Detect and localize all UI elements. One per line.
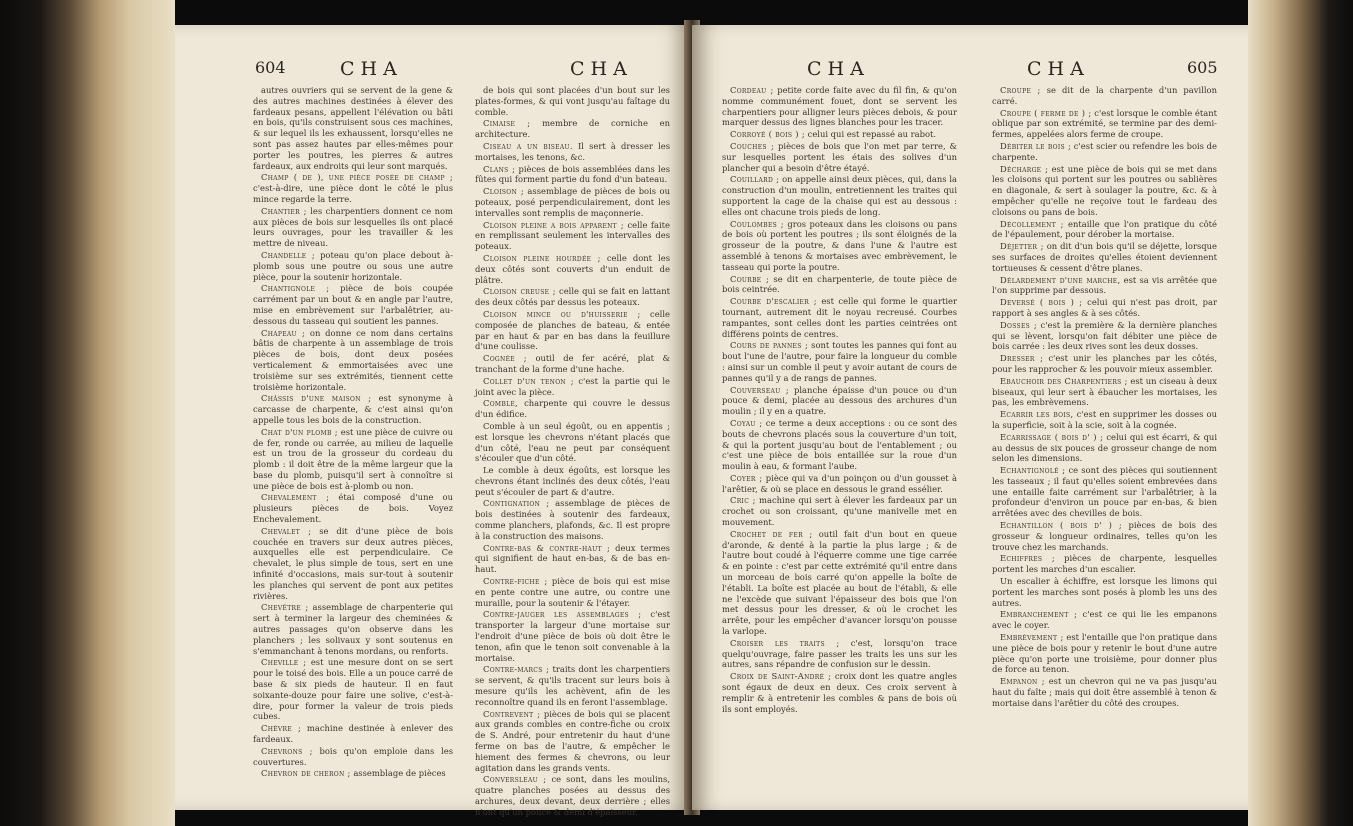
entry-headword: Echantillon ( bois d' ) ; (1000, 520, 1123, 531)
entry-definition: c'est en supprimer les dosses ou la superficie, soit à la scie, soit à la cognée. (992, 409, 1217, 430)
left-page (175, 25, 690, 817)
dictionary-entry (475, 398, 670, 420)
dictionary-entry (992, 297, 1217, 319)
entry-definition: c'est, lorsqu'on trace quelqu'ouvrage, faire passer les traits les uns sur les autres, sans répandre de confusion sur le dessin. (722, 637, 958, 670)
running-header-left: CHA (340, 58, 403, 80)
dictionary-entry (475, 164, 670, 186)
entry-definition: traits dont les charpentiers se servent, & qu'ils tracent sur leurs bois à mesure qu'ils les achèvent, afin de les reconnoître quand ils en feront l'assemblage. (475, 664, 670, 707)
dictionary-entry (992, 108, 1217, 140)
dictionary-entry (475, 118, 670, 140)
entry-definition: c'est ce qui lie les empanons avec le coyer. (992, 609, 1217, 631)
dictionary-entry (992, 376, 1217, 408)
entry-headword: Chantier ; (261, 205, 307, 216)
entry-headword: Cordeau ; (730, 85, 774, 95)
entry-definition: celui qui est écarri, & qui au dessus de six pouces de grosseur change de nom selon les dimensions. (992, 431, 1218, 464)
entry-headword: Couillard ; (730, 174, 780, 185)
entry-definition: celle faite en remplissant seulement les intervalles des poteaux. (475, 219, 670, 252)
dictionary-entry (992, 320, 1217, 352)
entry-definition: on appelle ainsi deux pièces, qui, dans la construction d'un moulin, entretiennent les traites qui supportent la cage de la chaise qui est au dessous : elles ont chacune trois pieds de long. (722, 174, 957, 217)
dictionary-entry (992, 676, 1217, 708)
dictionary-entry (253, 393, 453, 425)
dictionary-entry (722, 85, 957, 128)
book-edge-right (1248, 0, 1353, 826)
entry-headword: Chapeau ; (261, 327, 306, 338)
entry-definition: pièces de bois des grosseur & longueur ordinaires, telles qu'on les trouve chez les marchands. (992, 520, 1218, 552)
entry-definition: se dit d'une pièce de bois couchée en travers sur deux autres pièces, auxquelles elle est perpendiculaire. Ce chevalet, le plus simple de tous, sert en une infinité d'occasions, mais sur-tout à soutenir les planches qui servent de pont aux petites rivières. (253, 525, 453, 601)
entry-definition: on donne ce nom dans certains bâtis de charpente à un assemblage de trois pièces de bois, dont deux posées verticalement & emmortaisées avec une troisième sur ses extrémités, tiennent cette troisième horizontale. (253, 327, 453, 392)
entry-definition: c'est-à-dire, une pièce dont le côté le plus mince regarde la terre. (253, 183, 453, 204)
entry-definition: assemblage de pièces de bois ou poteaux, posé perpendiculairement, dont les intervalles sont remplis de maçonnerie. (475, 186, 670, 218)
entry-headword: Cloison pleine hourdée ; (483, 252, 601, 263)
entry-headword: Couches ; (730, 140, 775, 151)
entry-headword: Couverseau ; (730, 384, 789, 395)
dictionary-entry (992, 609, 1217, 631)
entry-definition: est un chevron qui ne va pas jusqu'au haut du faîte ; mais qui doit être assemblé à tenon & mortaise dans l'arêtier du côté des croupes. (992, 676, 1217, 708)
entry-headword: Clans ; (483, 163, 516, 174)
entry-definition: pièces de bois assemblées dans les fûtes qui forment partie du fond d'un bateau. (475, 163, 670, 185)
entry-headword: Cric ; (730, 495, 756, 506)
page-number: 605 (1187, 58, 1218, 77)
dictionary-entry (992, 241, 1217, 273)
entry-definition: on dit d'un bois qu'il se déjette, lorsque ses surfaces de droites qu'elles étoient deviennent tortueuses & cessent d'être planes. (992, 241, 1217, 273)
entry-headword: Ecarrissage ( bois d' ) ; (1000, 431, 1104, 442)
entry-definition: membre de corniche en architecture. (475, 118, 670, 140)
dictionary-entry (253, 492, 453, 524)
entry-headword: Embranchement ; (1000, 609, 1078, 620)
entry-definition: Comble à un seul égoût, ou en appentis ; est lorsque les chevrons n'étant placés que d'un côté, l'eau ne peut par conséquent s'écouler que d'un côté. (475, 420, 670, 464)
dictionary-entry (992, 409, 1217, 431)
entry-headword: Coyau ; (730, 417, 763, 428)
entry-headword: Débiter le bois ; (1000, 140, 1072, 151)
book-edge-left (0, 0, 175, 826)
entry-headword: Cloison ; (483, 186, 524, 197)
entry-headword: Croupe ( ferme de ) ; (1000, 107, 1092, 118)
text-column-2 (992, 85, 1217, 710)
entry-headword: Contre-marcs ; (483, 664, 550, 675)
dictionary-entry (992, 576, 1217, 608)
dictionary-entry (475, 709, 670, 774)
dictionary-entry (475, 141, 670, 163)
dictionary-entry (253, 602, 453, 656)
entry-definition: outil de fer acéré, plat & tranchant de la forme d'une hache. (475, 353, 670, 374)
entry-headword: Ciseau a un biseau. (483, 140, 573, 151)
entry-headword: Chandelle ; (261, 249, 315, 260)
entry-headword: Chantignole ; (261, 283, 330, 294)
entry-definition: est celle qui forme le quartier tournant, autrement dit le noyau recreusé. Courbes rampantes, sont celles dont les parties ceintrées ont différens points de centres. (722, 296, 957, 339)
entry-definition: est synonyme à carcasse de charpente, & c'est ainsi qu'on appelle tous les bois de la construction. (253, 393, 453, 425)
entry-definition: de bois qui sont placées d'un bout sur les plates-formes, & qui vont jusqu'au faîtage du comble. (475, 85, 670, 117)
dictionary-entry (722, 529, 957, 637)
entry-definition: celui qui n'est pas droit, par rapport à ses angles & à ses côtés. (992, 297, 1218, 318)
entry-definition: celui qui est repassé au rabot. (807, 129, 937, 140)
dictionary-entry (253, 250, 453, 282)
entry-definition: est une mesure dont on se sert pour le toisé des bois. Elle a un pouce carré de base & six pieds de hauteur. Il en faut soixante-douze pour faire une solive, c'est-à-dire, pour former la valeur de trois pieds cubes. (253, 657, 453, 722)
entry-definition: est l'entaille que l'on pratique dans une pièce de bois pour y retenir le bout d'une autre pièce qu'on porte une troisième, pour donner plus de force au tenon. (992, 632, 1217, 675)
dictionary-entry (253, 746, 453, 768)
entry-definition: machine destinée à enlever des fardeaux. (253, 723, 453, 745)
entry-headword: Chevron de cheron ; (261, 768, 351, 779)
entry-definition: charpente qui couvre le dessus d'un édifice. (475, 398, 670, 420)
dictionary-entry (253, 526, 453, 602)
dictionary-entry (475, 664, 670, 707)
dictionary-entry (722, 129, 957, 140)
dictionary-entry (253, 206, 453, 249)
entry-headword: Contrevent ; (483, 708, 541, 719)
entry-definition: assemblage de charpenterie qui sert à terminer la largeur des cheminées & autres passages qu'on observe dans les planchers ; les solivaux y sont soutenus en s'emmanchant à tenons mordans, ou renforts. (253, 602, 453, 656)
dictionary-entry (475, 421, 670, 464)
dictionary-entry (722, 219, 957, 273)
entry-definition: machine qui sert à élever les fardeaux par un crochet ou son croissant, qu'une manivelle met en mouvement. (722, 495, 957, 528)
entry-headword: Croiser les traits ; (730, 637, 840, 648)
entry-definition: se dit en charpenterie, de toute pièce de bois ceintrée. (722, 273, 957, 295)
dictionary-entry (475, 220, 670, 252)
entry-headword: Décollement ; (1000, 218, 1064, 229)
entry-headword: Ecarrir les bois, (1000, 409, 1074, 420)
entry-definition: autres ouvriers qui se servent de la gene & des autres machines destinées à élever des fardeaux pesans, appellent l'élévation ou bâti en bois, qu'ils construisent sous ces machines, & sur lequel ils les exhaussent, lorsqu'elles ne sont pas assez hautes par elles-mêmes pour porter les poutres, les pierres & autres fardeaux, aux endroits qui leur sont marqués. (253, 85, 453, 171)
entry-headword: Contre-fiche ; (483, 576, 548, 587)
entry-headword: Embrèvement ; (1000, 632, 1064, 643)
entry-definition: celle composée de planches de bateau, & entée par en haut & par en bas dans la feuillure d'une coulisse. (475, 308, 670, 352)
entry-headword: Deversé ( bois ) ; (1000, 297, 1083, 308)
dictionary-entry (992, 85, 1217, 107)
dictionary-entry (253, 172, 453, 204)
entry-definition: est sa vis arrêtée que l'on supprime par dessous. (992, 274, 1217, 296)
dictionary-entry (253, 283, 453, 326)
dictionary-entry (475, 85, 670, 117)
entry-definition: sont toutes les pannes qui font au bout l'une de l'autre, pour faire la longueur du comble : ainsi sur un comble il peut y avoir autant de cours de pannes qu'il y a de rangs de pannes. (722, 340, 958, 383)
entry-definition: c'est la partie qui le joint avec la pièce. (475, 375, 670, 397)
dictionary-entry (992, 432, 1217, 464)
dictionary-entry (475, 253, 670, 285)
entry-definition: assemblage de pièces (353, 768, 446, 779)
entry-definition: celle dont les deux côtés sont couverts d'un enduit de plâtre. (475, 252, 670, 285)
entry-headword: Chevalet ; (261, 525, 312, 536)
entry-headword: Décharge ; (1000, 163, 1049, 174)
entry-headword: Cheville ; (261, 657, 307, 668)
entry-headword: Courbe ; (730, 273, 770, 284)
entry-headword: Echiffres ; (1000, 553, 1055, 564)
right-page (692, 25, 1248, 810)
entry-definition: pièces de charpente, lesquelles portent les marches d'un escalier. (992, 553, 1217, 575)
entry-definition: c'est lorsque le comble étant oblique par son extrémité, se termine par des demi-fermes, appelées alors ferme de croupe. (992, 107, 1218, 140)
entry-definition: planche épaisse d'un pouce ou d'un pouce & demi, placée au dessous des archures d'un moulin ; il y en a quatre. (722, 384, 958, 417)
dictionary-entry (475, 498, 670, 541)
entry-headword: Contre-jauger les assemblages ; (483, 609, 642, 620)
entry-headword: Chèvre ; (261, 723, 302, 734)
dictionary-entry (722, 385, 957, 417)
dictionary-entry (992, 553, 1217, 575)
dictionary-entry (475, 353, 670, 375)
dictionary-entry (722, 340, 957, 383)
dictionary-entry (253, 85, 453, 171)
dictionary-entry (475, 465, 670, 497)
entry-definition: ce terme a deux acceptions : ou ce sont des bouts de chevrons placés sous la couverture d'un toit, & qui la portent jusqu'au bout de l'entablement ; ou c'est une pièce de bois entaillée sur la roue d'un moulin à eau, & formant l'aube. (722, 417, 957, 472)
dictionary-entry (992, 141, 1217, 163)
dictionary-entry (992, 465, 1217, 519)
entry-definition: outil fait d'un bout en queue d'aronde, & denté à la partie la plus large ; & de l'autre bout coudé à l'équerre comme une tige carrée & en pointe : c'est par cette extrémité qu'il entre dans un morceau de bois carré qu'on appelle la boîte de l'établi. La boîte est placée au bout de l'établi, & elle ne l'excède que suivant l'épaisseur des bois que l'on met dessus pour les dresser, & où le crochet les arrête, pour les empêcher d'avancer lorsqu'on pousse la varlope. (722, 528, 957, 637)
entry-definition: Il sert à dresser les mortaises, les tenons, &c. (475, 140, 671, 162)
dictionary-entry (722, 638, 957, 670)
entry-definition: petite corde faite avec du fil fin, & qu'on nomme communément fouet, dont se servent les charpentiers pour alligner leurs pièces debois, & pour marquer dessus des lignes blanches pour les tracer. (722, 85, 957, 128)
dictionary-entry (253, 768, 453, 779)
dictionary-entry (722, 495, 957, 527)
entry-definition: Un escalier à échiffre, est lorsque les limons qui portent les marches sont posés à plomb les uns des autres. (992, 576, 1217, 608)
entry-definition: est une pièce de bois qui se met dans les cloisons qui portent sur les poutres ou sablières en diagonale, & sert à soulager la poutre, &c. & à empêcher qu'elle ne reçoive tout le fardeau des cloisons ou pans de bois. (992, 163, 1217, 217)
dictionary-entry (475, 609, 670, 663)
entry-definition: pièces de bois que l'on met par terre, & sur lesquelles portent les étais des solives d'un plancher qui a besoin d'être étayé. (722, 140, 957, 173)
entry-headword: Chevalement ; (261, 492, 330, 503)
dictionary-entry (992, 632, 1217, 675)
dictionary-entry (992, 353, 1217, 375)
entry-definition: étai composé d'une ou plusieurs pièces de bois. Voyez Enchevalement. (253, 492, 453, 525)
dictionary-entry (475, 376, 670, 398)
dictionary-entry (722, 296, 957, 339)
entry-headword: Déjetter ; (1000, 241, 1044, 252)
entry-definition: croix dont les quatre angles sont égaux de deux en deux. Ces croix servent à remplir & à entretenir les combles & pans de bois où ils sont employés. (722, 671, 957, 714)
dictionary-entry (722, 671, 957, 714)
entry-headword: Croix de Saint-André ; (730, 671, 832, 682)
dictionary-entry (992, 219, 1217, 241)
entry-headword: Champ ( de ), une pièce posée de champ ; (261, 172, 453, 183)
running-header-right: CHA (570, 58, 633, 80)
entry-definition: ce sont, dans les moulins, quatre planches posées au dessus des archures, deux devant, deux derrière ; elles n'ont qu'un pouce & demi d'épaisseur. (475, 774, 671, 817)
dictionary-entry (475, 309, 670, 352)
dictionary-entry (253, 427, 453, 492)
dictionary-entry (253, 657, 453, 722)
entry-headword: Coyer ; (730, 472, 763, 483)
entry-headword: Conversleau ; (483, 774, 547, 785)
entry-headword: Cloison mince ou d'huisserie ; (483, 308, 641, 319)
text-column-2 (475, 85, 670, 819)
entry-headword: Dosses ; (1000, 319, 1037, 330)
dictionary-entry (992, 275, 1217, 297)
entry-headword: Chat d'un plomb ; (261, 426, 338, 437)
dictionary-entry (475, 576, 670, 608)
text-column-1 (722, 85, 957, 715)
entry-headword: Chevêtre ; (261, 602, 309, 613)
dictionary-entry (722, 141, 957, 173)
entry-definition: est une pièce de cuivre ou de fer, ronde ou carrée, au milieu de laquelle est un trou de la grosseur du cordeau du plomb : il doit être de la même largeur que la base du plomb, puisqu'il sert à connoître si une pièce de bois est à-plomb ou non. (253, 426, 453, 491)
entry-headword: Cloison creuse ; (483, 286, 556, 297)
entry-definition: pièce qui va d'un poinçon ou d'un gousset à l'arêtier, & où se place en dessous le grand essélier. (722, 472, 957, 494)
entry-headword: Crochet de fer ; (730, 528, 813, 539)
entry-headword: Corroyé ( bois ) ; (730, 129, 805, 140)
entry-headword: Comble, (483, 398, 519, 409)
entry-headword: Empanon ; (1000, 676, 1045, 687)
entry-definition: pièce de bois coupée carrément par un bout & en angle par l'autre, mise en embrèvement sur l'arbalêtrier, au-dessous du tasseau qui soutient les pannes. (253, 283, 453, 326)
entry-headword: Cimaise ; (483, 118, 531, 129)
entry-headword: Chevrons ; (261, 745, 313, 756)
page-number: 604 (255, 58, 286, 77)
dictionary-entry (475, 774, 670, 817)
entry-definition: gros poteaux dans les cloisons ou pans de bois où portent les poutres ; ils sont éloignés de la grosseur de la poutre, & dans l'une & l'autre est assemblé à tenons & mortaises avec embrèvement, le tasseau qui porte la poutre. (722, 218, 957, 272)
entry-definition: deux termes qui signifient de haut en-bas, & de bas en-haut. (475, 542, 670, 575)
dictionary-entry (992, 520, 1217, 552)
entry-headword: Cloison pleine a bois apparent ; (483, 219, 624, 230)
entry-headword: Cognée ; (483, 353, 527, 364)
entry-definition: Le comble à deux égoûts, est lorsque les chevrons étant inclinés des deux côtés, l'eau peut s'écouler de part & d'autre. (475, 465, 670, 497)
entry-headword: Châssis d'une maison ; (261, 393, 372, 404)
text-column-1 (253, 85, 453, 780)
entry-definition: ce sont des pièces qui soutiennent les tasseaux ; il faut qu'elles soient embrevées dans une entaille faite carrément sur l'arbalêtrier, à la profondeur d'environ un pouce par en-bas, & bien arrêtées avec des chevilles de bois. (992, 465, 1217, 519)
dictionary-entry (475, 543, 670, 575)
entry-headword: Contre-bas & contre-haut ; (483, 542, 611, 553)
dictionary-entry (722, 473, 957, 495)
entry-definition: assemblage de pièces de bois destinées à soutenir des fardeaux, comme planchers, plafonds, &c. Il est propre à la construction des maisons. (475, 498, 670, 541)
entry-headword: Dresser ; (1000, 353, 1044, 364)
entry-definition: bois qu'on emploie dans les couvertures. (253, 745, 453, 767)
entry-definition: se dit de la charpente d'un pavillon carré. (992, 85, 1217, 106)
entry-definition: poteau qu'on place debout à-plomb sous une poutre ou sous une autre pièce, pour la soutenir horizontale. (253, 249, 453, 282)
entry-definition: celle qui se fait en lattant des deux côtés par dessus les poteaux. (475, 286, 670, 308)
entry-definition: c'est unir les planches par les côtés, pour les rapprocher & les pouvoir mieux assembler. (992, 353, 1218, 374)
entry-headword: Contignation ; (483, 498, 550, 509)
entry-headword: Délardement d'une marche, (1000, 274, 1121, 285)
dictionary-entry (475, 286, 670, 308)
entry-definition: entaille que l'on pratique du côté de l'épaulement, pour dérober la mortaise. (992, 218, 1218, 240)
entry-headword: Cours de pannes ; (730, 340, 809, 351)
entry-definition: c'est transporter la largeur d'une mortaise sur l'endroit d'une pièce de bois où doit être le tenon, afin que le tenon soit convenable à la mortaise. (475, 609, 670, 663)
dictionary-entry (722, 418, 957, 472)
dictionary-entry (253, 328, 453, 393)
entry-headword: Echantignolé ; (1000, 465, 1066, 476)
dictionary-entry (475, 186, 670, 218)
dictionary-entry (722, 274, 957, 296)
entry-definition: est un ciseau à deux biseaux, qui leur sert à ébaucher les mortaises, les pas, les embrèvemens. (992, 375, 1218, 408)
dictionary-entry (722, 174, 957, 217)
entry-headword: Collet d'un tenon ; (483, 375, 574, 386)
entry-definition: les charpentiers donnent ce nom aux pièces de bois sur lesquelles ils ont placé leurs ouvrages, pour les travailler & les mettre de niveau. (253, 205, 453, 249)
dictionary-entry (992, 164, 1217, 218)
entry-definition: c'est scier ou refendre les bois de charpente. (992, 140, 1217, 162)
entry-definition: c'est la première & la dernière planches qui se lèvent, lorsqu'on fait débiter une pièce de bois carrée : les deux rives sont les deux dosses. (992, 319, 1217, 352)
running-header-right: CHA (1027, 58, 1090, 80)
entry-headword: Coulombes ; (730, 218, 784, 229)
entry-headword: Courbe d'escalier ; (730, 296, 817, 307)
dictionary-entry (253, 723, 453, 745)
entry-definition: pièces de bois qui se placent aux grands combles en contre-fiche ou croix de S. André, pour entretenir du haut d'une ferme on bas de l'autre, & empêcher le hiement des fermes & chevrons, ou leur agitation dans les grands vents. (475, 708, 670, 773)
entry-headword: Ebauchoir des Charpentiers ; (1000, 375, 1128, 386)
entry-headword: Croupe ; (1000, 85, 1041, 95)
entry-definition: pièce de bois qui est mise en pente contre une autre, ou contre une muraille, pour la soutenir & l'étayer. (475, 576, 670, 608)
running-header-left: CHA (807, 58, 870, 80)
